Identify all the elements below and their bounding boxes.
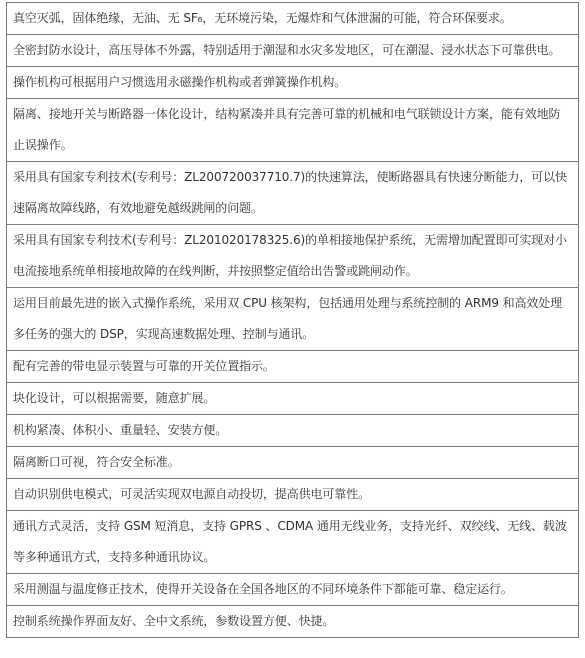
table-row (7, 511, 579, 574)
table-row (7, 67, 579, 99)
table-row (7, 162, 579, 225)
feature-cell: 块化设计，可以根据需要，随意扩展。 (7, 383, 579, 415)
feature-cell: 配有完善的带电显示装置与可靠的开关位置指示。 (7, 351, 579, 383)
feature-cell: 采用具有国家专利技术(专利号：ZL200720037710.7)的快速算法，使断路器具有快速分断能力，可以快速隔离故障线路，有效地避免越级跳闸的问题。 (7, 162, 579, 225)
table-row (7, 351, 579, 383)
table-row (7, 415, 579, 447)
table-row (7, 3, 579, 35)
feature-cell: 操作机构可根据用户习惯选用永磁操作机构或者弹簧操作机构。 (7, 67, 579, 99)
feature-cell: 自动识别供电模式，可灵活实现双电源自动投切，提高供电可靠性。 (7, 479, 579, 511)
table-row (7, 447, 579, 479)
feature-cell: 运用目前最先进的嵌入式操作系统，采用双 CPU 核架构，包括通用处理与系统控制的 ARM9 和高效处理多任务的强大的 DSP，实现高速数据处理、控制与通讯。 (7, 288, 579, 351)
feature-cell: 控制系统操作界面友好、全中文系统，参数设置方便、快捷。 (7, 606, 579, 638)
table-row (7, 383, 579, 415)
table-row (7, 574, 579, 606)
table-row (7, 225, 579, 288)
feature-cell: 采用测温与温度修正技术，使得开关设备在全国各地区的不同环境条件下都能可靠、稳定运行。 (7, 574, 579, 606)
feature-cell: 采用具有国家专利技术(专利号：ZL201020178325.6)的单相接地保护系统，无需增加配置即可实现对小电流接地系统单相接地故障的在线判断，并按照整定值给出告警或跳闸动作。 (7, 225, 579, 288)
table-row (7, 479, 579, 511)
table-row (7, 288, 579, 351)
feature-cell: 全密封防水设计，高压导体不外露，特别适用于潮湿和水灾多发地区，可在潮湿、浸水状态下可靠供电。 (7, 35, 579, 67)
feature-cell: 隔离、接地开关与断路器一体化设计，结构紧凑并具有完善可靠的机械和电气联锁设计方案，能有效地防止误操作。 (7, 99, 579, 162)
table-row (7, 35, 579, 67)
table-row (7, 99, 579, 162)
feature-cell: 通讯方式灵活，支持 GSM 短消息，支持 GPRS 、CDMA 通用无线业务，支持光纤、双绞线、无线、载波等多种通讯方式，支持多种通讯协议。 (7, 511, 579, 574)
feature-cell: 隔离断口可视，符合安全标准。 (7, 447, 579, 479)
feature-cell: 真空灭弧，固体绝缘，无油、无 SF₆，无环境污染，无爆炸和气体泄漏的可能，符合环保要求。 (7, 3, 579, 35)
feature-cell: 机构紧凑、体积小、重量轻、安装方便。 (7, 415, 579, 447)
table-row (7, 606, 579, 638)
feature-table (6, 2, 579, 638)
